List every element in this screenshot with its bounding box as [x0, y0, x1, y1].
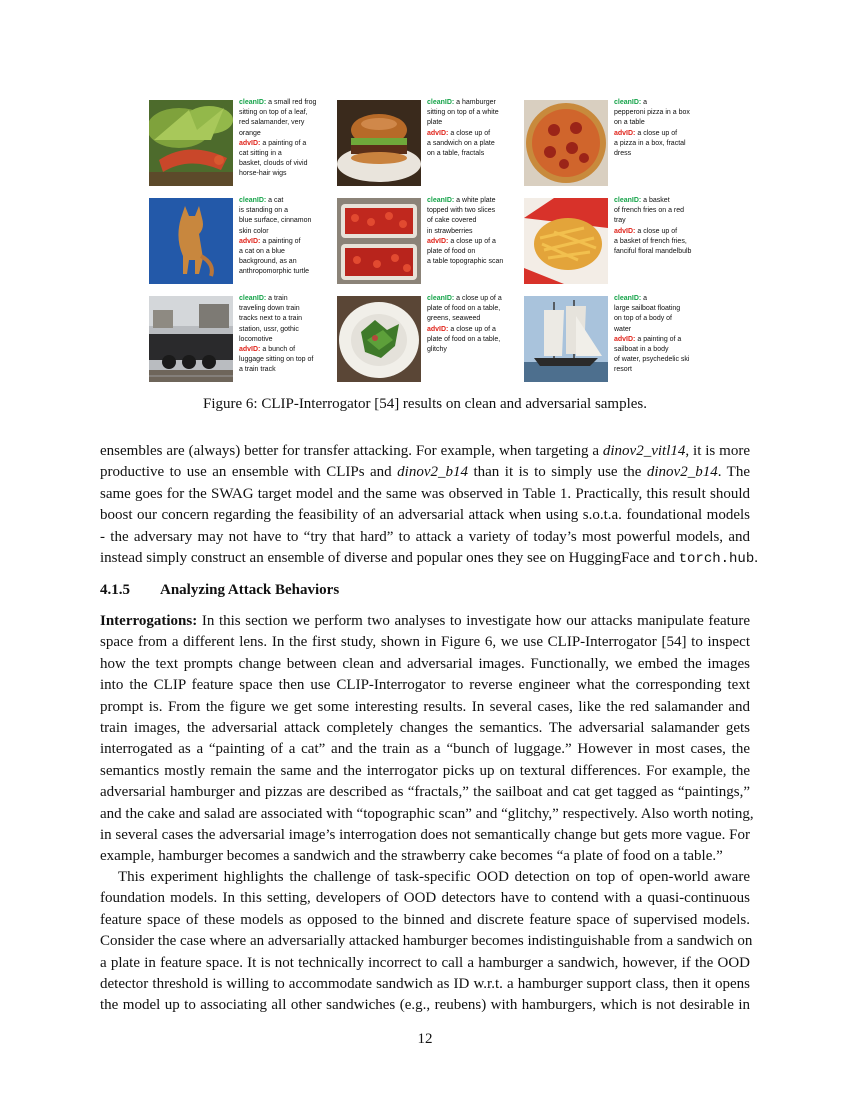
paragraph-experiment [100, 867, 753, 1017]
text-line: example, hamburger becomes a sandwich and the strawberry cake becomes “a plate of food on a table.” [100, 848, 723, 865]
panel-caption: cleanID: a hamburger sitting on top of a white plate advID: a close up of a sandwich on a plate on a table, fractals [427, 99, 499, 158]
salad-image [337, 296, 421, 382]
text-line: Interrogations: In this section we perform two analyses to investigate how our attacks manipulate feature [100, 613, 750, 629]
figure-caption: Figure 6: CLIP-Interrogator [54] results on clean and adversarial samples. [202, 396, 648, 412]
page-number: 12 [417, 1031, 433, 1047]
text-line: boost our concern regarding the feasibility of an adversarial attack when using s.o.t.a. foundational models [100, 507, 750, 524]
section-title: Analyzing Attack Behaviors [160, 582, 340, 598]
panel-caption: cleanID: a close up of a plate of food on a table, greens, seaweed advID: a close up of a plate of food on a table, glitchy [427, 295, 502, 354]
figure-panel [337, 196, 512, 284]
french-fries-image [524, 198, 608, 284]
text-line: how the text prompts change between clean and adversarial images. Functionally, we embed the images [100, 655, 750, 672]
panel-caption: cleanID: a basket of french fries on a red tray advID: a close up of a basket of french fries, fanciful floral mandelbulb [614, 197, 692, 256]
text-line: in several cases the adversarial image’s interrogation does not semantically change but gets more vague. For [100, 827, 750, 844]
panel-caption: cleanID: a small red frog sitting on top of a leaf, red salamander, very orange advID: a painting of a cat sitting in a basket, clouds of vivid horse-hair wigs [239, 99, 317, 178]
text-line: and the cake and salad are associated with “topographic scan” and “glitchy,” respectively. Also worth noting, [100, 805, 754, 822]
panel-caption: cleanID: a train traveling down train tracks next to a train station, ussr, gothic locomotive advID: a bunch of luggage sitting on top of a train track [239, 295, 314, 374]
text-line: instead simply construct an ensemble of diverse and popular ones they see on HuggingFace and torch.hub. [100, 550, 758, 568]
figure-panel [524, 294, 699, 382]
text-line: a plate in feature space. It is not technically incorrect to call a hamburger a sandwich, however, if the OOD [100, 954, 750, 971]
panel-caption: cleanID: a large sailboat floating on top of a body of water advID: a painting of a sailboat in a body of water, psychedelic ski resort [614, 295, 690, 374]
text-line: interrogated as a “painting of a cat” and the train as a “bunch of luggage.” However in most cases, the [100, 741, 750, 758]
train-image [149, 296, 233, 382]
panel-caption: cleanID: a cat is standing on a blue surface, cinnamon skin color advID: a painting of a cat on a blue background, as an anthropomorphic turtle [239, 197, 312, 276]
hamburger-image [337, 100, 421, 186]
figure-panel [149, 294, 324, 382]
text-line: prompt is. From the figure we get some interesting results. In several cases, like the red salamander and [100, 698, 750, 715]
text-line: This experiment highlights the challenge of task-specific OOD detection on top of open-world aware [118, 869, 750, 885]
text-line: feature space of these models as opposed to the binned and discrete feature space of supervised models. [100, 911, 750, 928]
text-line: foundation models. In this setting, developers of OOD detectors have to contend with a quasi-continuous [100, 890, 750, 907]
text-line: detector threshold is willing to accommodate sandwich as ID w.r.t. a hamburger support class, then it opens [100, 976, 750, 993]
cat-image [149, 198, 233, 284]
figure-panel [524, 196, 699, 284]
text-line: adversarial hamburger and pizzas are described as “fractals,” the sailboat and cat get tagged as “paintings,” [100, 784, 750, 801]
text-line: same goes for the SWAG target model and the same was observed in Table 1. Practically, this result should [100, 485, 750, 502]
salamander-image [149, 100, 233, 186]
panel-caption: cleanID: a white plate topped with two slices of cake covered in strawberries advID: a close up of a plate of food on a table topographic scan [427, 197, 504, 266]
figure-panel [337, 98, 512, 186]
run-in-heading: Interrogations: [100, 613, 198, 629]
text-line: train images, the adversarial attack completely changes the semantics. The adversarial salamander gets [100, 720, 750, 737]
text-line: Consider the case where an adversarially attacked hamburger becomes indistinguishable from a sandwich on [100, 933, 753, 950]
pizza-image [524, 100, 608, 186]
figure-6 [149, 98, 709, 382]
figure-panel [524, 98, 699, 186]
section-number: 4.1.5 [100, 582, 130, 598]
figure-panel [149, 196, 324, 284]
text-line: the model up to associating all other sandwiches (e.g., reubens) with hamburgers, which is not desirable in [100, 997, 750, 1014]
text-line: ensembles are (always) better for transfer attacking. For example, when targeting a dinov2_vitl14, it is more [100, 443, 750, 459]
section-heading [100, 582, 339, 599]
strawberry-cake-image [337, 198, 421, 284]
paragraph-ensembles [100, 441, 758, 570]
figure-panel [337, 294, 512, 382]
panel-caption: cleanID: a pepperoni pizza in a box on a table advID: a close up of a pizza in a box, fractal dress [614, 99, 690, 158]
text-line: space from a different lens. In the first study, shown in Figure 6, we use CLIP-Interrogator [54] to inspect [100, 634, 750, 651]
sailboat-image [524, 296, 608, 382]
paragraph-interrogations [100, 611, 754, 868]
text-line: productive to use an ensemble with CLIPs and dinov2_b14 than it is to simply use the dinov2_b14. The [100, 464, 750, 481]
text-line: - the adversary may not have to “try that hard” to attack a variety of today’s most powerful models, and [100, 528, 750, 545]
text-line: into the CLIP feature space then use CLIP-Interrogator to reverse engineer what the corresponding text [100, 677, 750, 694]
text-line: semantics mostly remain the same and the interrogator picks up on textural differences. For example, the [100, 762, 750, 779]
figure-panel [149, 98, 324, 186]
